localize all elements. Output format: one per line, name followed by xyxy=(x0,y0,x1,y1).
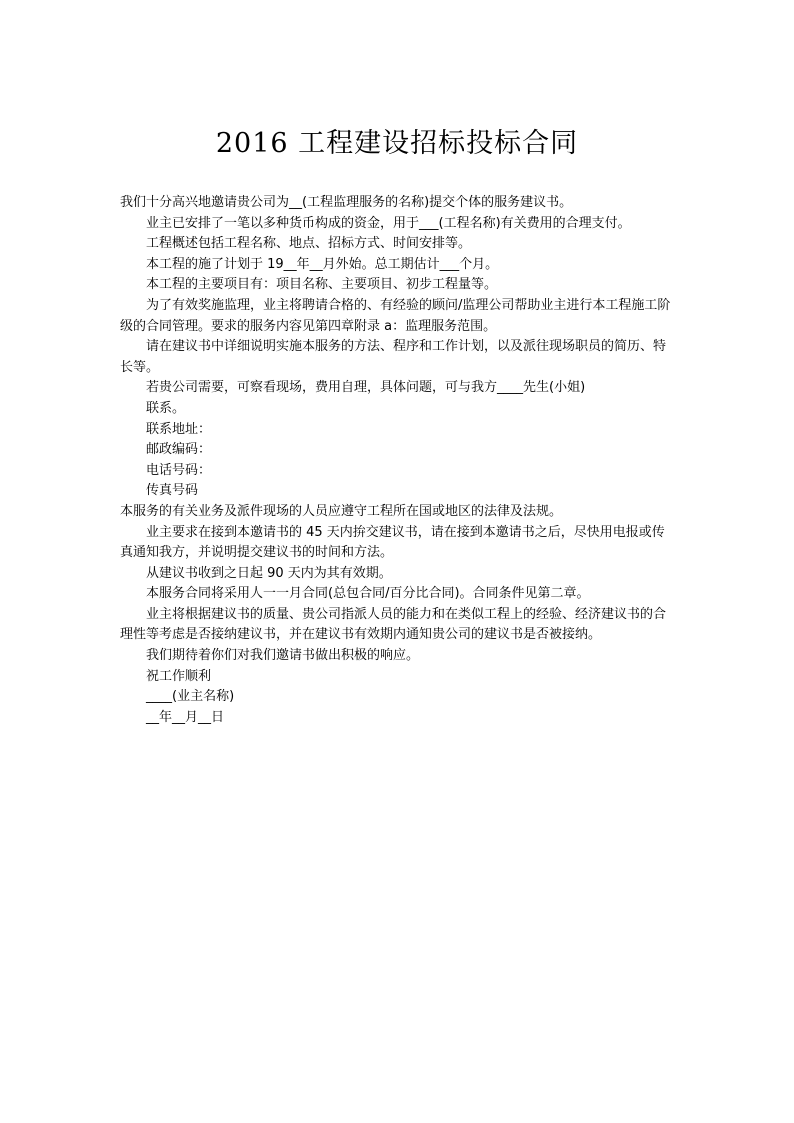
paragraph-supervision: 为了有效奖施监理，业主将聘请合格的、有经验的顾问/监理公司帮助业主进行本工程施工阶级的合同管理。要求的服务内容见第四章附录 a：监理服务范围。 xyxy=(120,297,671,334)
paragraph-submission: 业主要求在接到本邀请书的 45 天内拚交建议书，请在接到本邀请书之后，尽快用电报或传真通知我方，并说明提交建议书的时间和方法。 xyxy=(120,524,665,561)
paragraph-funding: 业主已安排了一笔以多种货币构成的资金，用于___(工程名称)有关费用的合理支付。 xyxy=(146,215,631,231)
paragraph-invitation: 我们十分高兴地邀请贵公司为__(工程监理服务的名称)提交个体的服务建议书。 xyxy=(120,195,573,210)
paragraph-proposal-details: 请在建议书中详细说明实施本服务的方法、程序和工作计划，以及派往现场职员的简历、特长等。 xyxy=(120,339,667,375)
signature-date: __年__月__日 xyxy=(146,709,225,725)
paragraph-laws: 本服务的有关业务及派件现场的人员应遵守工程所在国或地区的法律及法规。 xyxy=(120,503,563,519)
paragraph-site-visit: 若贵公司需要，可察看现场，费用自理，具体问题，可与我方____先生(小姐) xyxy=(146,380,586,396)
paragraph-contract-type: 本服务合同将采用人一一月合同(总包合同/百分比合同)。合同条件见第二章。 xyxy=(146,586,590,602)
paragraph-schedule: 本工程的施了计划于 19__年__月外始。总工期估计___个月。 xyxy=(146,256,499,272)
signature-owner-name: ____(业主名称) xyxy=(146,689,235,705)
paragraph-contact: 联系。 xyxy=(146,400,186,416)
paragraph-validity: 从建议书收到之日起 90 天内为其有效期。 xyxy=(146,565,392,581)
fax-number-label: 传真号码 xyxy=(146,483,199,499)
paragraph-main-items: 本工程的主要项目有：项目名称、主要项目、初步工程量等。 xyxy=(146,277,498,293)
contact-address-label: 联系地址： xyxy=(146,421,212,437)
phone-number-label: 电话号码： xyxy=(146,462,212,478)
paragraph-evaluation: 业主将根据建议书的质量、贵公司指派人员的能力和在类似工程上的经验、经济建议书的合理性等考虑是否接纳建议书，并在建议书有效期内通知贵公司的建议书是否被接纳。 xyxy=(120,606,667,643)
document-title: 2016 工程建设招标投标合同 xyxy=(215,128,579,159)
paragraph-overview: 工程概述包括工程名称、地点、招标方式、时间安排等。 xyxy=(146,236,472,252)
postal-code-label: 邮政编码： xyxy=(146,442,212,458)
document-body xyxy=(120,193,676,728)
closing-wishes: 祝工作顺利 xyxy=(146,668,212,684)
paragraph-expectation: 我们期待着你们对我们邀请书做出积极的响应。 xyxy=(146,648,420,664)
